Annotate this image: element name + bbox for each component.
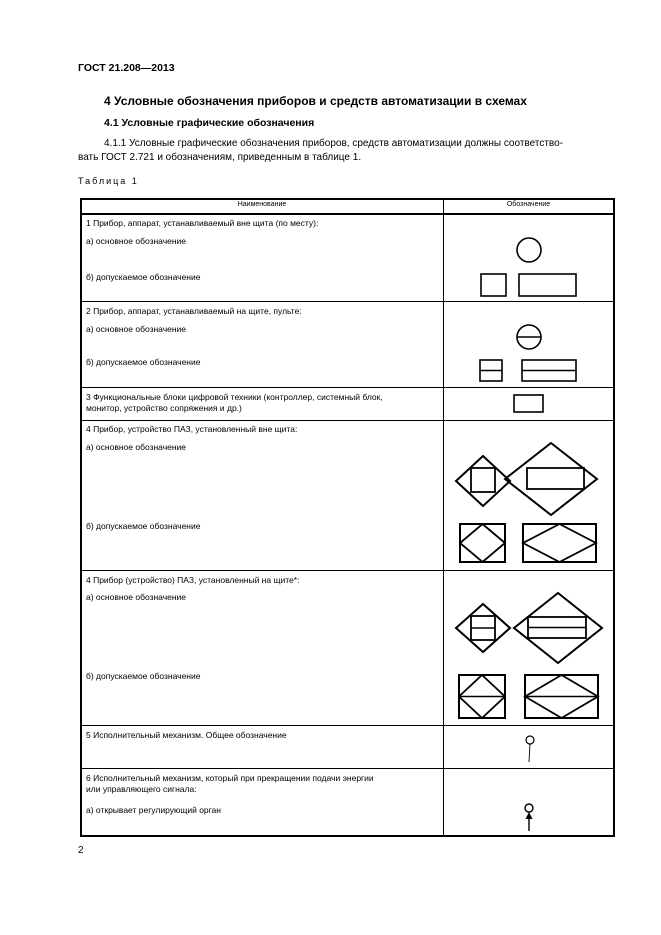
column-header-name: Наименование xyxy=(237,201,287,208)
row-4-symbols xyxy=(444,421,613,570)
row-2-symbols xyxy=(444,302,613,387)
row-3-symbols xyxy=(444,388,613,420)
document-code: ГОСТ 21.208—2013 xyxy=(78,62,175,74)
row-5-title: 4 Прибор (устройство) ПАЗ, установленный на щите*: xyxy=(86,575,300,585)
row-4-title: 4 Прибор, устройство ПАЗ, установленный вне щита: xyxy=(86,424,298,434)
function-block-symbol xyxy=(514,395,543,412)
square-symbol xyxy=(481,274,506,296)
row-2-option-b: б) допускаемое обозначение xyxy=(86,357,201,367)
paragraph-line-2: вать ГОСТ 2.721 и обозначениям, приведенным в таблице 1. xyxy=(78,152,362,163)
row-1-title: 1 Прибор, аппарат, устанавливаемый вне щита (по месту): xyxy=(86,218,319,228)
column-header-symbol: Обозначение xyxy=(506,201,551,208)
row-3-title-line-1: 3 Функциональные блоки цифровой техники (контроллер, системный блок, xyxy=(86,392,383,402)
table-label: Таблица 1 xyxy=(78,176,139,186)
subsection-title: 4.1 Условные графические обозначения xyxy=(104,117,315,129)
rectangle-diamond-symbol xyxy=(523,524,596,562)
row-6-title: 5 Исполнительный механизм. Общее обозначение xyxy=(86,730,287,740)
row-2-option-a: а) основное обозначение xyxy=(86,324,187,334)
row-5-symbols xyxy=(444,571,613,725)
arrow-up-icon xyxy=(526,812,533,819)
row-7-symbols xyxy=(444,769,613,835)
actuator-symbol xyxy=(526,736,534,744)
row-1-option-a: а) основное обозначение xyxy=(86,236,187,246)
page-number: 2 xyxy=(78,845,84,856)
diamond-square-symbol xyxy=(456,456,510,506)
row-1-option-b: б) допускаемое обозначение xyxy=(86,272,201,282)
row-5-option-b: б) допускаемое обозначение xyxy=(86,671,201,681)
row-4-option-a: а) основное обозначение xyxy=(86,442,187,452)
row-4-option-b: б) допускаемое обозначение xyxy=(86,521,201,531)
rectangle-symbol xyxy=(519,274,576,296)
section-title: 4 Условные обозначения приборов и средств автоматизации в схемах xyxy=(104,94,527,108)
paragraph-line-1: 4.1.1 Условные графические обозначения приборов, средств автоматизации должны соответство- xyxy=(104,138,563,149)
row-5-option-a: а) основное обозначение xyxy=(86,592,187,602)
row-7-title-line-2: или управляющего сигнала: xyxy=(86,784,197,794)
actuator-open-symbol xyxy=(525,804,533,812)
row-2-title: 2 Прибор, аппарат, устанавливаемый на щите, пульте: xyxy=(86,306,302,316)
row-7-title-line-1: 6 Исполнительный механизм, который при прекращении подачи энергии xyxy=(86,773,374,783)
circle-symbol xyxy=(517,238,541,262)
paragraph-4-1-1 xyxy=(78,137,614,165)
square-diamond-symbol xyxy=(460,524,505,562)
row-7-option-a: а) открывает регулирующий орган xyxy=(86,805,221,815)
row-1-symbols xyxy=(444,214,613,301)
row-3-title-line-2: монитор, устройство сопряжения и др.) xyxy=(86,403,242,413)
row-7-title xyxy=(86,773,438,795)
row-3-title xyxy=(86,392,438,414)
row-6-symbols xyxy=(444,726,613,768)
